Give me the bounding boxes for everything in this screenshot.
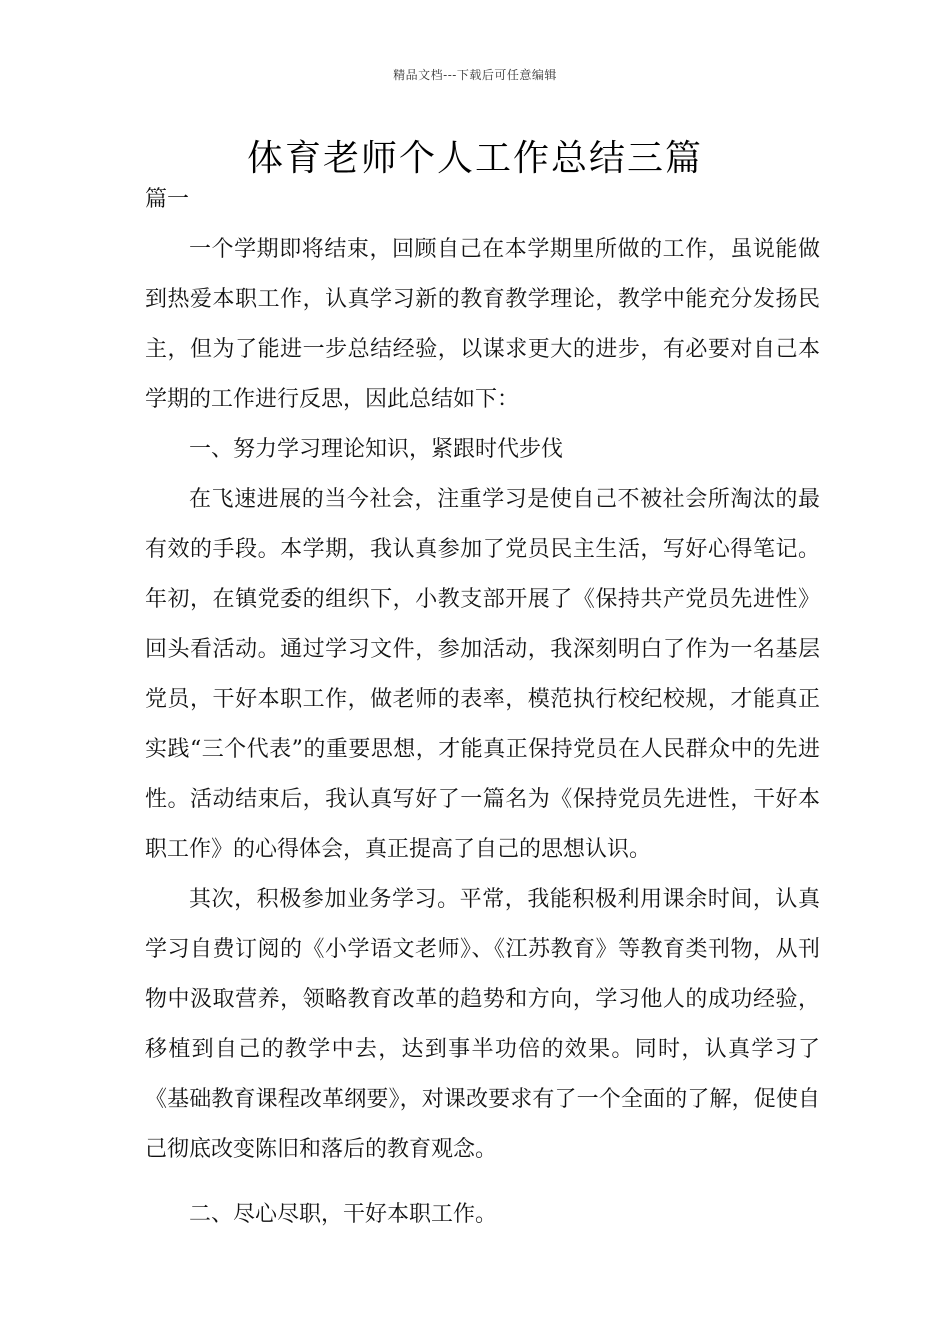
intro-paragraph: 一个学期即将结束，回顾自己在本学期里所做的工作，虽说能做到热爱本职工作，认真学习新的教育教学理论，教学中能充分发扬民主，但为了能进一步总结经验，以谋求更大的进步，有必要对自己本学期的工作进行反思，因此总结如下： — [145, 237, 820, 412]
body-paragraph: 其次，积极参加业务学习。平常，我能积极利用课余时间，认真学习自费订阅的《小学语文老师》、《江苏教育》等教育类刊物，从刊物中汲取营养，领略教育改革的趋势和方向，学习他人的成功经验，移植到自己的教学中去，达到事半功倍的效果。同时，认真学习了《基础教育课程改革纲要》，对课改要求有了一个全面的了解，促使自己彻底改变陈旧和落后的教育观念。 — [145, 887, 820, 1162]
page-header: 精品文档---下载后可任意编辑 — [393, 68, 557, 82]
document-body — [145, 175, 820, 1240]
section-heading-2: 二、尽心尽职，干好本职工作。 — [189, 1202, 498, 1227]
document-title: 体育老师个人工作总结三篇 — [246, 138, 703, 179]
section-label: 篇一 — [145, 187, 190, 212]
body-paragraph: 在飞速进展的当今社会，注重学习是使自己不被社会所淘汰的最有效的手段。本学期，我认真参加了党员民主生活，写好心得笔记。年初，在镇党委的组织下，小教支部开展了《保持共产党员先进性》回头看活动。通过学习文件，参加活动，我深刻明白了作为一名基层党员，干好本职工作，做老师的表率，模范执行校纪校规，才能真正实践“三个代表”的重要思想，才能真正保持党员在人民群众中的先进性。活动结束后，我认真写好了一篇名为《保持党员先进性，干好本职工作》的心得体会，真正提高了自己的思想认识。 — [145, 487, 820, 862]
section-heading-1: 一、努力学习理论知识，紧跟时代步伐 — [189, 437, 564, 462]
